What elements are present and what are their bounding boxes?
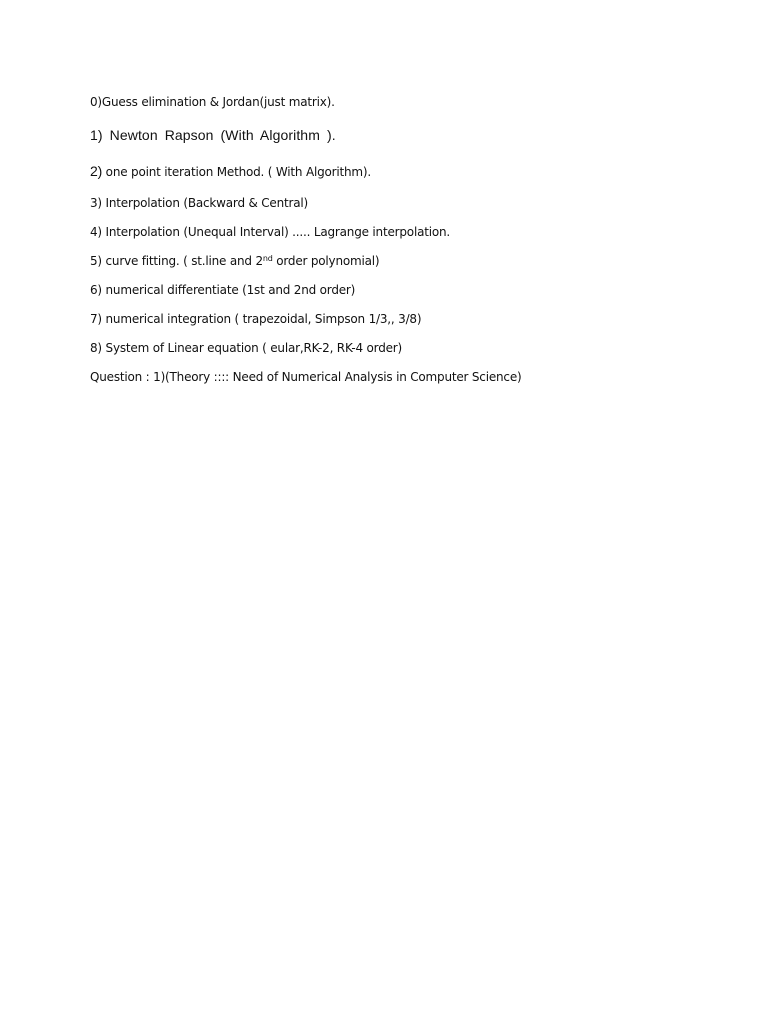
topic-item-8: 8) System of Linear equation ( eular,RK-2, RK-4 order): [90, 341, 403, 355]
topic-item-2: [90, 163, 371, 180]
topic-item-7: 7) numerical integration ( trapezoidal, Simpson 1/3,, 3/8): [90, 312, 422, 326]
topic-item-0: 0)Guess elimination & Jordan(just matrix).: [90, 95, 335, 109]
topic-item-2-text: one point iteration Method. ( With Algorithm).: [102, 165, 372, 179]
topic-item-4: 4) Interpolation (Unequal Interval) ..... Lagrange interpolation.: [90, 225, 451, 239]
topic-item-1: 1) Newton Rapson (With Algorithm ).: [90, 127, 336, 143]
topic-item-5-text-end: order polynomial): [272, 254, 380, 268]
topic-item-5-superscript: nd: [262, 254, 273, 263]
topic-item-5-text: 5) curve fitting. ( st.line and 2: [90, 254, 263, 268]
topic-item-6: 6) numerical differentiate (1st and 2nd order): [90, 283, 356, 297]
topic-item-2-number: 2): [90, 163, 103, 179]
topic-item-5: [90, 253, 379, 269]
topic-item-3: 3) Interpolation (Backward & Central): [90, 196, 309, 210]
question-item: Question : 1)(Theory :::: Need of Numerical Analysis in Computer Science): [90, 370, 522, 384]
